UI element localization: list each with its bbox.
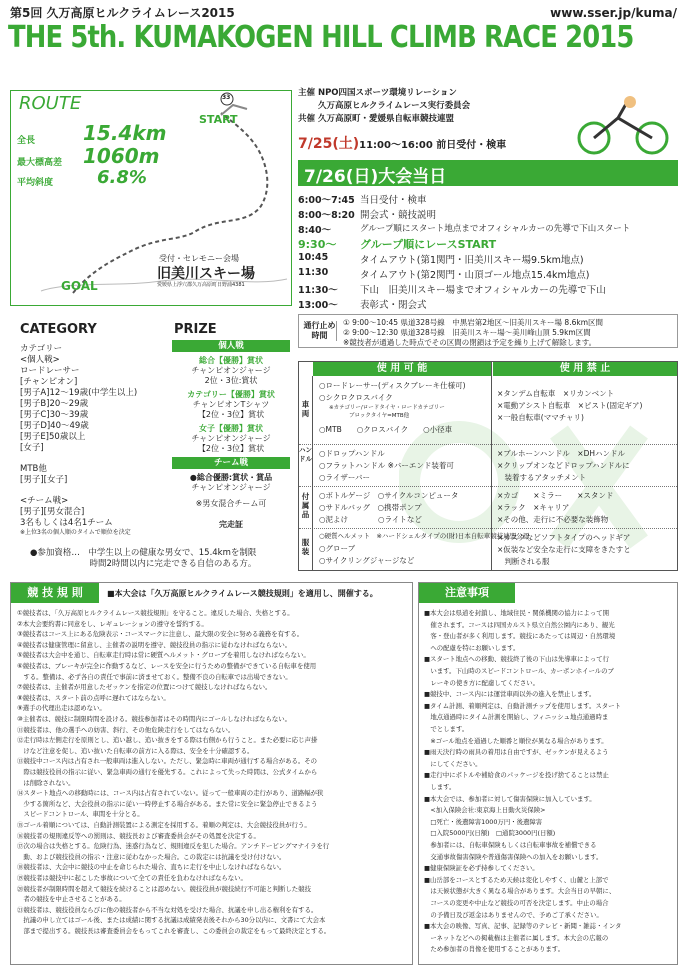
note-line: は天候状態が大きく異なる場合があります。大会当日の早朝に、 bbox=[424, 887, 616, 896]
road-number: 33 bbox=[222, 94, 231, 101]
prize-line: 2位・3位:賞状 bbox=[204, 376, 258, 385]
equipment-table bbox=[298, 361, 678, 571]
schedule-text: 当日受付・検車 bbox=[360, 195, 427, 206]
day1-schedule bbox=[298, 133, 506, 153]
prize-line: ※男女混合チーム可 bbox=[195, 499, 267, 508]
organizer: 共催 久万高原町・愛媛県自転車競技連盟 bbox=[298, 114, 454, 124]
equipment-section-label: ハンドル bbox=[299, 444, 313, 486]
category-line: ※上位3名の個人順のタイムで順位を決定 bbox=[20, 529, 131, 536]
road-closure-box bbox=[298, 314, 678, 348]
banned-item: 装着するアタッチメント bbox=[497, 473, 587, 482]
schedule-text: 開会式・競技説明 bbox=[360, 210, 437, 221]
venue-address: 愛媛県上浮穴郡久万高原町日野浦4381 bbox=[157, 282, 245, 288]
category-line: カテゴリー bbox=[20, 344, 63, 354]
category-line: <チーム戦> bbox=[20, 496, 69, 506]
venue-name: 旧美川スキー場 bbox=[157, 266, 255, 282]
schedule-row bbox=[298, 192, 427, 206]
banned-header: 使 用 禁 止 bbox=[493, 362, 677, 376]
schedule-row bbox=[298, 222, 630, 236]
category-line: [男子][男女混合] bbox=[20, 507, 85, 517]
equipment-section-label: 車両 bbox=[299, 376, 313, 444]
category-line: [男子B]20〜29歳 bbox=[20, 399, 89, 409]
rule-line: ③競技者はコース上にある危険表示・コースマークに注意し、最大限の安全に努める義務を有する。 bbox=[17, 630, 304, 639]
rule-line: ⑧競技者は、スタート前の点呼に遅れてはならない。 bbox=[17, 693, 170, 702]
category-line: <個人戦> bbox=[20, 355, 60, 365]
participation-line: ●参加資格… 中学生以上の健康な男女で、15.4kmを制限 bbox=[30, 548, 257, 558]
allowed-item: ブロックタイヤ=MTB他 bbox=[349, 413, 410, 419]
allowed-item: ○ボトルゲージ ○サイクルコンピュータ bbox=[319, 491, 459, 500]
note-line: □入院5000円(日額) □通院3000円(日額) bbox=[424, 829, 556, 838]
participation-box bbox=[30, 548, 256, 570]
rule-line: ⑭スタート地点への移動時には、コース内は占有されていない。従って一般車両の走行があり、道路幅が狭 bbox=[17, 789, 324, 798]
category-line: [男子][女子] bbox=[20, 475, 68, 485]
schedule-text: グループ順にスタート地点までオフィシャルカーの先導で下山スタート bbox=[360, 224, 631, 234]
road-closure-label: 通行止め時間 bbox=[303, 321, 336, 340]
route-stat-label: 平均斜度 bbox=[17, 178, 54, 188]
route-title: ROUTE bbox=[19, 93, 82, 114]
road-closure-line: ① 9:00〜10:45 県道328号線 中黒岩第2地区〜旧美川スキー場 8.6km区間 bbox=[343, 318, 603, 327]
prize-line: チャンピオンジャージ bbox=[191, 366, 271, 375]
schedule-time: 8:00〜8:20 bbox=[298, 210, 355, 221]
note-line: への配慮を特にお願いします。 bbox=[424, 643, 520, 652]
goal-label: GOAL bbox=[61, 279, 98, 293]
schedule-text: 下山 旧美川スキー場までオフィシャルカーの先導で下山 bbox=[360, 285, 606, 296]
page-title: THE 5th. KUMAKOGEN HILL CLIMB RACE 2015 bbox=[8, 20, 634, 55]
route-stat-value: 15.4km bbox=[83, 121, 167, 145]
notes-panel bbox=[418, 582, 678, 965]
banned-item: ×カスクなどソフトタイプのヘッドギア bbox=[497, 533, 631, 542]
allowed-item: ○シクロクロスバイク bbox=[319, 393, 393, 402]
rule-line: 抗議の申し立てはゴール後、または成績に関する抗議は成績発表後それから30分以内に、文書にて大会本 bbox=[17, 916, 326, 925]
venue-caption: 受付・セレモニー会場 bbox=[159, 254, 239, 263]
note-line: ■本大会では、参加者に対して傷害保険に加入しています。 bbox=[424, 794, 596, 803]
note-line: ■健康保険証を必ず持参してください。 bbox=[424, 864, 539, 873]
note-line: にしてください。 bbox=[424, 759, 482, 768]
allowed-item: ○サイクリングジャージなど bbox=[319, 556, 415, 565]
prize-title: PRIZE bbox=[174, 322, 217, 337]
rule-line: 者の競技を中止させることがある。 bbox=[17, 895, 126, 904]
route-stat-value: 1060m bbox=[83, 144, 160, 168]
rule-line: ⑦競技者は、主催者が用意したゼッケンを指定の位置につけて競技しなければならない。 bbox=[17, 683, 272, 692]
banned-item: ×ラック ×キャリア bbox=[497, 503, 570, 512]
category-line: [男子C]30〜39歳 bbox=[20, 410, 89, 420]
category-line: ロードレーサー bbox=[20, 366, 80, 376]
schedule-text: タイムアウト(第1関門・旧美川スキー場9.5km地点) bbox=[360, 255, 584, 266]
note-line: <加入保険会社:東京海上日動火災保険> bbox=[424, 806, 546, 815]
rules-panel bbox=[10, 582, 413, 965]
category-line: [チャンピオン] bbox=[20, 377, 78, 387]
schedule-time: 8:40〜 bbox=[298, 225, 332, 236]
day1-date: 7/25(土) bbox=[298, 136, 360, 152]
category-line: MTB他 bbox=[20, 464, 47, 474]
category-title: CATEGORY bbox=[20, 322, 97, 337]
header-url[interactable]: www.sser.jp/kuma/ bbox=[550, 6, 677, 20]
note-line: します。 bbox=[424, 783, 456, 791]
prize-line: 【2位・3位】賞状 bbox=[197, 410, 265, 419]
allowed-item: ○硬質ヘルメット ※ハードシェルタイプの(財)日本自転車競技連盟公認 bbox=[319, 532, 530, 540]
allowed-item: ○ドロップハンドル bbox=[319, 449, 385, 458]
road-closure-line: ② 9:00〜12:30 県道328号線 旧美川スキー場〜美川峰山頂 5.9km区間 bbox=[343, 328, 591, 337]
rule-line: ①競技者は、「久万高原ヒルクライムレース競技規則」を守ること。違反した場合、失格とする。 bbox=[17, 609, 294, 617]
rule-line: ⑥競技者は、ブレーキが完全に作動するなど、レースを安全に行うための整備ができている自転車を使用 bbox=[17, 662, 317, 670]
allowed-header: 使 用 可 能 bbox=[313, 362, 491, 376]
schedule-text: タイムアウト(第2関門・山頂ゴール地点15.4km地点) bbox=[360, 270, 590, 281]
note-line: ■走行中にボトルや補給食のパッケージを投げ捨てることは禁止 bbox=[424, 771, 609, 780]
rule-line: ④競技者は健康管理に留意し、主催者の説明を遵守、競技役員の指示に従わなければならない。 bbox=[17, 640, 292, 649]
rule-line: ⑨選手の代理出走は認めない。 bbox=[17, 704, 106, 713]
note-line: ■本大会の映像、写真、記事、記録等のテレビ・新聞・雑誌・インタ bbox=[424, 922, 622, 931]
note-line: 参加者には、自転車保険もしくは自転車事故を補償できる bbox=[424, 841, 597, 849]
rule-line: 部まで提出する。競技長は審査委員会をもってこれを審査し、この委員会の裁定をもって最終決定とする。 bbox=[17, 927, 331, 935]
allowed-item: ○泥よけ ○ライトなど bbox=[319, 515, 422, 524]
rule-line: ⑩主催者は、競技に制限時間を設ける。競技参加者はその時間内にゴールしなければならない。 bbox=[17, 715, 292, 723]
allowed-item: ○フラットハンドル ※バーエンド装着可 bbox=[319, 461, 454, 470]
schedule-time: 11:30〜 bbox=[298, 285, 338, 296]
note-line: ■本大会は県道を封鎖し、地域住民・関係機関の協力によって開 bbox=[424, 609, 609, 617]
start-label: START bbox=[199, 113, 238, 126]
day1-text: 11:00〜16:00 前日受付・検車 bbox=[359, 140, 507, 151]
banned-item: ×ブルホーンハンドル ×DHハンドル bbox=[497, 449, 626, 458]
header-subtitle: 第5回 久万高原ヒルクライムレース2015 bbox=[10, 6, 235, 20]
rule-line: ⑫走行時は左側走行を原則とし、追い越し、追い抜きをする際は右側から行うこと。また必要に応じ声掛 bbox=[17, 736, 318, 745]
note-line: ■タイム計測、着順判定は、自動計測チップを使用します。スタート bbox=[424, 701, 621, 710]
route-stat-label: 最大標高差 bbox=[17, 158, 63, 168]
category-line: [男子D]40〜49歳 bbox=[20, 421, 89, 431]
prize-line: 総合【優勝】賞状 bbox=[199, 356, 263, 365]
note-line: ※ゴール地点を通過した順番と順位が異なる場合があります。 bbox=[424, 736, 608, 745]
prize-line: ●総合優勝:賞状・賞品 bbox=[189, 473, 273, 482]
note-line: レーキの使き方に配慮してください。 bbox=[424, 678, 540, 687]
category-line: 3名もしくは4名1チーム bbox=[20, 518, 113, 528]
note-line: でとします。 bbox=[424, 725, 469, 733]
allowed-item: ※カテゴリー/ロードタイヤ・ロードカテゴリー bbox=[329, 405, 445, 411]
rule-line: ⑮ゴール着順については、自動計測装置による測定を採用する。着順の判定は、大会競技役員が行う。 bbox=[17, 821, 311, 829]
prize-line: チャンピオンジャージ bbox=[191, 434, 271, 443]
banned-item: ×その他、走行に不必要な装飾物 bbox=[497, 515, 609, 524]
equipment-section-label: 服装 bbox=[299, 528, 313, 570]
schedule-time: 10:45 bbox=[298, 252, 329, 263]
schedule-row bbox=[298, 207, 436, 221]
note-line: います。下山時のスピードコントロール、カーボンホイールのブ bbox=[424, 667, 614, 675]
cyclist-illustration-icon bbox=[566, 94, 678, 156]
schedule-time: 13:00〜 bbox=[298, 300, 338, 311]
rule-line: ⑤競技者は大会中を通じ、自転車走行時は常に硬質ヘルメット・グローブを着用しなければならない。 bbox=[17, 651, 310, 660]
rule-line: ⑪競技者は、他の選手への妨害、斜行、その他危険走行をしてはならない。 bbox=[17, 725, 235, 734]
notes-title: 注意事項 bbox=[419, 583, 515, 603]
participation-line: 時間2時間以内に完走できる自信のある方。 bbox=[30, 559, 257, 569]
schedule-row bbox=[298, 282, 606, 296]
schedule-time: 9:30〜 bbox=[298, 238, 337, 251]
note-line: ■スタート地点への移動、競技終了後の下山は先導車によって行 bbox=[424, 655, 609, 664]
prize-line: チャンピオンジャージ bbox=[191, 483, 271, 492]
category-line: [女子] bbox=[20, 443, 44, 453]
note-line: 客・登山者が多く利用します。競技にあたっては周辺・自然環境 bbox=[424, 632, 616, 641]
route-stat-value: 6.8% bbox=[97, 167, 147, 188]
banned-item: ×電動アシスト自転車 ×ピスト(固定ギア) bbox=[497, 401, 643, 410]
rule-line: 動、および競技役員の指示・注意に従わなかった場合。この裁定には抗議を受け付けない。 bbox=[17, 852, 286, 861]
allowed-item: ○ロードレーサー(ディスクブレーキ仕様可) bbox=[319, 381, 466, 390]
schedule-time: 11:30 bbox=[298, 267, 329, 278]
prize-line: チャンピオンTシャツ bbox=[192, 400, 270, 409]
organizer: 久万高原ヒルクライムレース実行委員会 bbox=[318, 101, 471, 111]
note-line: 交通事故傷害保険や普通傷害保険への加入をお願いします。 bbox=[424, 852, 603, 861]
banned-item: 判断される服 bbox=[497, 557, 550, 566]
rule-line: ②本大会要約書に同意をし、レギュレーションの遵守を誓約する。 bbox=[17, 619, 208, 628]
schedule-text: 表彰式・閉会式 bbox=[360, 300, 427, 311]
rule-line: ⑱競技者は、大会中に競技の中止を命じられた場合、直ちに走行を中止しなければならない。 bbox=[17, 863, 286, 872]
banned-item: ×カゴ ×ミラー ×スタンド bbox=[497, 491, 614, 500]
allowed-item: ○ライザーバー bbox=[319, 473, 370, 482]
schedule-row bbox=[298, 252, 584, 266]
note-line: 地点通過時にタイム計測を開始し、フィニッシュ地点通過時ま bbox=[424, 713, 609, 722]
category-line: [男子E]50歳以上 bbox=[20, 432, 86, 442]
prize-line: カテゴリー【優勝】賞状 bbox=[187, 390, 275, 399]
rule-line: ⑯競技者の規則違反等への罰則は、競技長および審査委員会がその処置を決定する。 bbox=[17, 831, 260, 840]
rule-line: ⑲競技者は競技中に起こした事故について全ての責任を負わなければならない。 bbox=[17, 874, 247, 882]
note-line: □死亡・後遺障害1000万円・後遺障害 bbox=[424, 817, 543, 826]
rule-line: けなど注意を促し、追い抜いた自転車の前方に入る際は、安全を十分確認する。 bbox=[17, 746, 254, 755]
rule-line: は削除されない。 bbox=[17, 778, 75, 787]
schedule-text: グループ順にレースSTART bbox=[360, 238, 497, 251]
schedule-row bbox=[298, 236, 496, 252]
note-line: ため参加者の肖像を使用することがあります。 bbox=[424, 945, 565, 954]
allowed-item: ○サドルバッグ ○携帯ポンプ bbox=[319, 503, 422, 512]
schedule-time: 6:00〜7:45 bbox=[298, 195, 355, 206]
allowed-item: ○グローブ bbox=[319, 544, 356, 553]
prize-team-bar: チーム戦 bbox=[172, 457, 290, 469]
prize-line: 【2位・3位】賞状 bbox=[197, 444, 265, 453]
note-line: ■競技中、コース内には運営車両以外の進入を禁止します。 bbox=[424, 690, 596, 699]
note-line: コースの変更や中止など競技の可否を決定します。中止の場合 bbox=[424, 899, 609, 907]
schedule-row bbox=[298, 297, 427, 311]
schedule-row bbox=[298, 267, 590, 281]
rule-line: ⑰次の場合は失格とする。危険行為、迷惑行為など、規則違反を犯した場合。アンチドーピングマナイラを行 bbox=[17, 842, 330, 851]
rule-line: 少する箇所など、大会役員の指示に従い一時停止する場合がある。また常に安全に緊急停止できるよう bbox=[17, 799, 318, 808]
road-closure-line: ※競技者が通過した時点でその区間の閉鎖は予定を繰り上げて解除します。 bbox=[343, 338, 597, 347]
category-line: [男子A]12〜19歳(中学生以上) bbox=[20, 388, 138, 398]
banned-item: ×タンデム自転車 ×リカンベント bbox=[497, 389, 615, 398]
rule-line: 際は競技役員の指示に従い、緊急車両の通行を優先する。これによって失った時間は、公式タイムから bbox=[17, 768, 318, 776]
banned-item: ×一般自転車(ママチャリ) bbox=[497, 413, 584, 422]
day2-header: 7/26(日)大会当日 bbox=[298, 160, 678, 186]
prize-individual-bar: 個人戦 bbox=[172, 340, 290, 352]
note-line: ■雨天決行時の雨具の着用は自由ですが、ゼッケンが見えるよう bbox=[424, 748, 609, 757]
banned-item: ×クリップオンなどドロップハンドルに bbox=[497, 461, 630, 470]
rule-line: する。整備は、必ず各自の責任で事前に済ませておく。整備不良の自転車では出場できない。 bbox=[17, 672, 292, 681]
rule-line: ⑳競技者が制限時間を超えて競技を続けることは認めない。競技役員が競技続行不可能と判断した競技 bbox=[17, 884, 311, 893]
prize-line: 完走証 bbox=[219, 520, 243, 529]
equipment-section-label: 付属品 bbox=[299, 486, 313, 528]
organizer: 主催 NPO四国スポーツ環境リレーション bbox=[298, 88, 457, 98]
rules-subtitle: ■本大会は「久万高原ヒルクライムレース競技規則」を適用し、開催する。 bbox=[107, 589, 378, 598]
note-line: ーネットなどへの掲載権は主催者に属します。本大会の広報の bbox=[424, 933, 609, 942]
route-stat-label: 全長 bbox=[17, 136, 36, 146]
rules-title: 競 技 規 則 bbox=[11, 583, 99, 603]
note-line: 催されます。コースは四国カルスト県立自然公園内にあり、観光 bbox=[424, 620, 615, 629]
banned-item: ×仮装など安全な走行に支障をきたすと bbox=[497, 545, 631, 554]
rule-line: ⑬競技中コース内は占有され一般車両は進入しない。ただし、緊急時に車両が通行する場合がある。その bbox=[17, 757, 318, 766]
note-line: の予備日及び返金はありませんので、予めご了承ください。 bbox=[424, 910, 603, 919]
rule-line: ㉑競技者は、競技役員ならびに他の競技者から不当な対処を受けた場合、抗議を申し出る権利を有する。 bbox=[17, 905, 318, 914]
allowed-item: ○MTB ○クロスバイク ○小径車 bbox=[319, 425, 453, 434]
prize-line: 女子【優勝】賞状 bbox=[199, 424, 263, 433]
route-panel bbox=[10, 90, 292, 306]
rule-line: スピードコントロール、車間を十分とる。 bbox=[17, 810, 144, 819]
note-line: ■山岳部をコースとするため天候は変化しやすく、山麓と上部で bbox=[424, 875, 609, 884]
